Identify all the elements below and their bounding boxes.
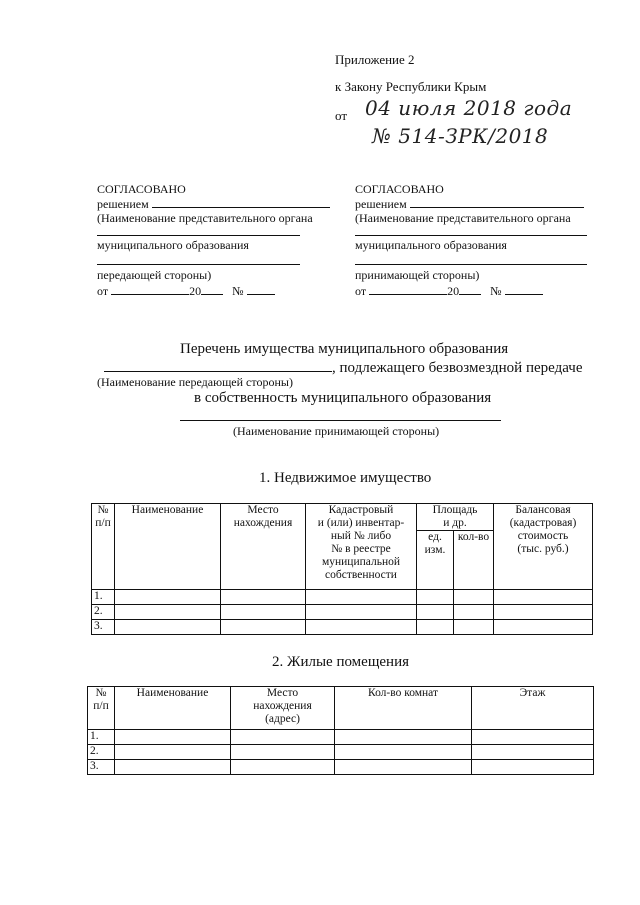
section2-heading: 2. Жилые помещения [272,654,409,670]
col-unit-header: ед. изм. [417,531,454,590]
appendix-law: к Закону Республики Крым [335,79,487,94]
approval-right-municipal: муниципального образования [355,238,507,252]
transferring-party-note: (Наименование передающей стороны) [97,375,293,389]
approval-right-party: принимающей стороны) [355,268,480,282]
col-name-header: Наименование [115,687,231,730]
section1-heading: 1. Недвижимое имущество [259,470,432,486]
approval-right-body-name: (Наименование представительного органа [355,211,571,225]
table-row: 1. [92,590,593,605]
col-floor-header: Этаж [472,687,594,730]
table-row: 3. [92,620,593,635]
table-row: 3. [88,760,594,775]
handwritten-date: 04 июля 2018 года [365,96,573,120]
col-qty-header: кол-во [454,531,494,590]
col-cadastral-header: Кадастровый и (или) инвентар- ный № либо № в реестре муниципальной собственности [306,504,417,590]
appendix-title: Приложение 2 [335,52,415,67]
approval-left-party: передающей стороны) [97,268,212,282]
table-row: 2. [92,605,593,620]
approval-right-decision: решением [355,197,584,212]
col-rooms-header: Кол-во комнат [335,687,472,730]
col-name-header: Наименование [115,504,221,590]
table-row: 1. [88,730,594,745]
handwritten-number: № 514-ЗРК/2018 [372,124,549,148]
col-num-header: № п/п [92,504,115,590]
housing-table [87,686,594,775]
col-balance-header: Балансовая (кадастровая) стоимость (тыс. руб.) [494,504,593,590]
approval-left-date-line: от 20 № [97,284,275,299]
col-location-header: Место нахождения [221,504,306,590]
appendix-from-label: от [335,108,348,123]
col-area-header: Площадь и др. [417,504,494,531]
list-title-line1: Перечень имущества муниципального образования [180,341,509,357]
approval-right-heading: СОГЛАСОВАНО [355,182,444,196]
approval-left-municipal: муниципального образования [97,238,249,252]
approval-left-body-name: (Наименование представительного органа [97,211,313,225]
table-row: 2. [88,745,594,760]
col-num-header: № п/п [88,687,115,730]
real-estate-table [91,503,593,635]
approval-right-date-line: от 20 № [355,284,543,299]
approval-left-decision: решением [97,197,330,212]
list-title-line3: в собственность муниципального образования [194,390,492,406]
col-location-header: Место нахождения (адрес) [231,687,335,730]
receiving-party-note: (Наименование принимающей стороны) [233,424,440,438]
list-title-line2: , подлежащего безвозмездной передаче [104,360,582,377]
approval-left-heading: СОГЛАСОВАНО [97,182,186,196]
